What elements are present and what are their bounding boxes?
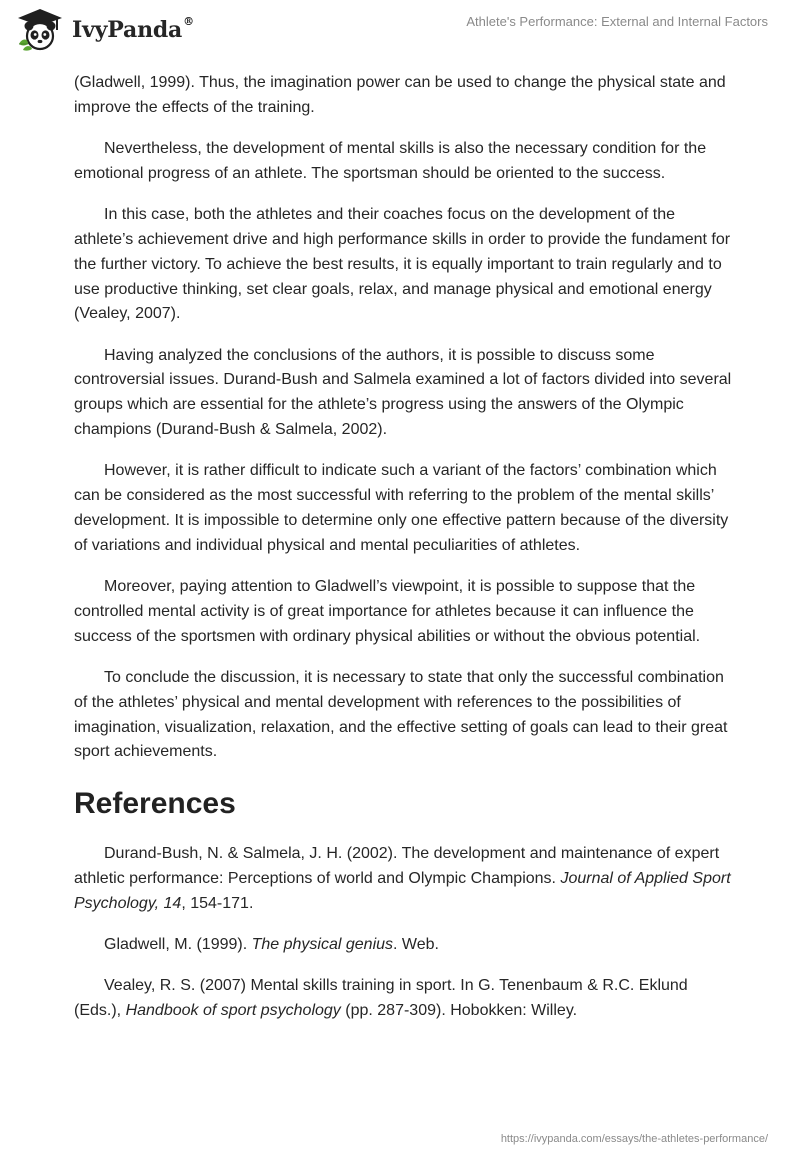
reference-text: Vealey, R. S. (2007) Mental skills training in sport. In G. Tenenbaum & R.C. Eklund (Eds.),	[74, 977, 688, 1020]
reference-source-title: Handbook of sport psychology	[125, 1002, 341, 1020]
body-paragraph: In this case, both the athletes and their coaches focus on the development of the athlete’s achievement drive and high performance skills in order to provide the fundament for the further victory. To achieve the best results, it is equally important to train regularly and to use productive thinking, set clear goals, relax, and manage physical and emotional energy (Vealey, 2007).	[74, 206, 731, 323]
reference-text: . Web.	[393, 936, 439, 954]
body-paragraph: Having analyzed the conclusions of the authors, it is possible to discuss some controversial issues. Durand-Bush and Salmela examined a lot of factors divided into several groups which are essential for the athlete’s progress using the answers of the Olympic champions (Durand-Bush & Salmela, 2002).	[74, 346, 732, 439]
body-paragraph: Moreover, paying attention to Gladwell’s viewpoint, it is possible to suppose that the controlled mental activity is of great importance for athletes because it can influence the success of the sportsmen with ordinary physical abilities or without the obvious potential.	[74, 578, 701, 645]
registered-mark: ®	[183, 15, 194, 28]
panda-graduate-icon	[16, 8, 64, 52]
references-heading: References	[74, 787, 236, 821]
body-paragraph: However, it is rather difficult to indicate such a variant of the factors’ combination which can be considered as the most successful with referring to the problem of the mental skills’ development. It is impossible to determine only one effective pattern because of the diversity of variations and individual physical and mental peculiarities of athletes.	[74, 462, 729, 554]
essay-content	[74, 71, 734, 1040]
reference-source-title: The physical genius	[251, 936, 394, 954]
reference-text: (pp. 287-309). Hobokken: Willey.	[340, 1002, 578, 1020]
source-url[interactable]: https://ivypanda.com/essays/the-athletes-performance/	[500, 1133, 768, 1145]
body-paragraph: Nevertheless, the development of mental skills is also the necessary condition for the emotional progress of an athlete. The sportsman should be oriented to the success.	[74, 140, 707, 182]
reference-text: Gladwell, M. (1999).	[104, 936, 252, 954]
reference-source-title: Journal of Applied Sport Psychology, 14	[74, 869, 731, 912]
brand-name: IvyPanda®	[72, 15, 194, 43]
body-paragraph: To conclude the discussion, it is necessary to state that only the successful combination of the athletes’ physical and mental development with references to the possibilities of imagination, visualization, relaxation, and the effective setting of goals can lead to their great sport achievements.	[74, 668, 728, 761]
document-title: Athlete's Performance: External and Internal Factors	[466, 14, 768, 29]
reference-entry	[74, 933, 734, 958]
body-paragraph: (Gladwell, 1999). Thus, the imagination power can be used to change the physical state and improve the effects of the training.	[74, 74, 726, 116]
reference-entry	[74, 842, 734, 916]
reference-text: Durand-Bush, N. & Salmela, J. H. (2002). The development and maintenance of expert athletic performance: Perceptions of world and Olympic Champions.	[74, 845, 720, 887]
reference-entry	[74, 974, 734, 1024]
page-header	[0, 0, 800, 62]
ivypanda-logo[interactable]	[16, 8, 194, 52]
reference-text: , 154-171.	[181, 894, 254, 912]
